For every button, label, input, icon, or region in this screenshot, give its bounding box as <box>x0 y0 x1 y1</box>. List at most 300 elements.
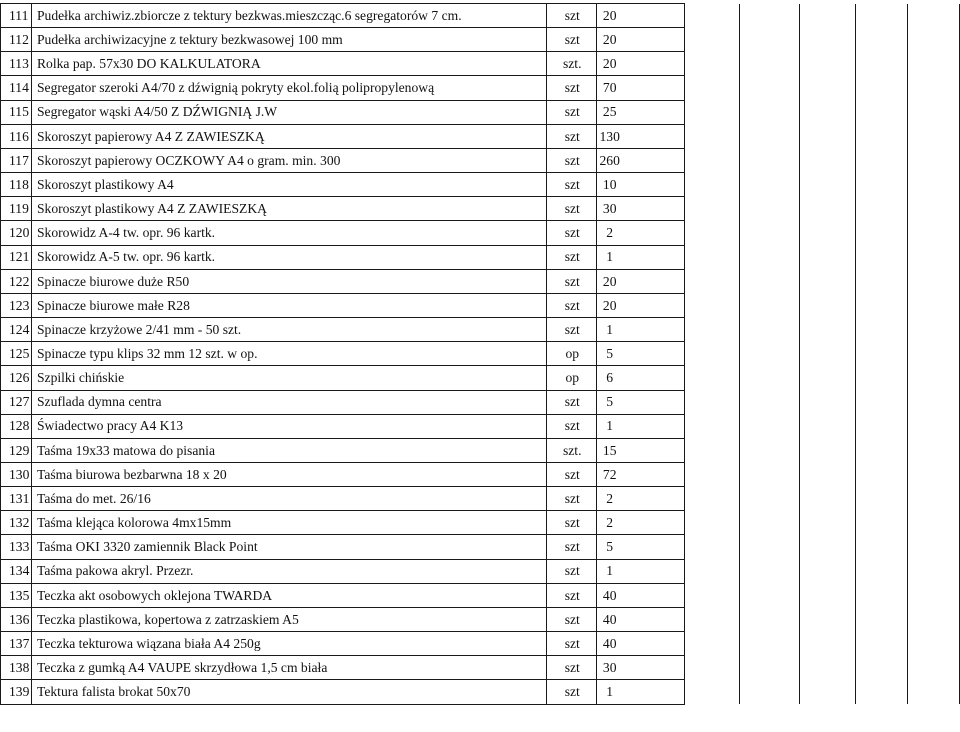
empty-cell <box>908 124 960 148</box>
table-row <box>1 366 960 390</box>
empty-cell <box>856 148 908 172</box>
item-quantity-value: 2 <box>606 225 614 241</box>
empty-cell <box>856 4 908 28</box>
empty-cell <box>740 656 800 680</box>
item-quantity-value: 20 <box>602 297 617 313</box>
row-number: 114 <box>1 76 32 100</box>
empty-cell <box>740 197 800 221</box>
row-number: 115 <box>1 100 32 124</box>
empty-cell <box>800 462 856 486</box>
item-quantity-value: 20 <box>602 7 617 23</box>
empty-cell <box>856 52 908 76</box>
empty-cell <box>908 462 960 486</box>
item-unit: op <box>546 342 596 366</box>
item-unit: szt <box>546 269 596 293</box>
empty-cell <box>856 583 908 607</box>
empty-cell <box>800 632 856 656</box>
item-quantity-value: 25 <box>602 104 617 120</box>
row-number: 127 <box>1 390 32 414</box>
item-quantity <box>596 173 684 197</box>
empty-cell <box>908 632 960 656</box>
empty-cell <box>800 366 856 390</box>
item-quantity <box>596 342 684 366</box>
empty-cell <box>684 76 740 100</box>
empty-cell <box>908 680 960 704</box>
table-row <box>1 148 960 172</box>
empty-cell <box>800 269 856 293</box>
empty-cell <box>856 414 908 438</box>
empty-cell <box>740 293 800 317</box>
row-number: 120 <box>1 221 32 245</box>
item-quantity-value: 6 <box>606 370 614 386</box>
empty-cell <box>684 173 740 197</box>
empty-cell <box>908 583 960 607</box>
table-row <box>1 607 960 631</box>
item-quantity-value: 2 <box>606 515 614 531</box>
empty-cell <box>908 390 960 414</box>
table-row <box>1 680 960 704</box>
item-quantity <box>596 293 684 317</box>
item-unit: szt <box>546 197 596 221</box>
table-row <box>1 173 960 197</box>
item-quantity <box>596 197 684 221</box>
empty-cell <box>740 124 800 148</box>
item-quantity-value: 5 <box>606 539 614 555</box>
item-quantity <box>596 28 684 52</box>
item-quantity <box>596 366 684 390</box>
empty-cell <box>740 559 800 583</box>
item-name: Segregator wąski A4/50 Z DŹWIGNIĄ J.W <box>31 100 546 124</box>
item-unit: szt <box>546 318 596 342</box>
table-row <box>1 511 960 535</box>
empty-cell <box>740 583 800 607</box>
item-unit: szt <box>546 559 596 583</box>
item-unit: szt <box>546 390 596 414</box>
item-name: Skoroszyt plastikowy A4 <box>31 173 546 197</box>
empty-cell <box>800 511 856 535</box>
item-quantity-value: 70 <box>602 80 617 96</box>
empty-cell <box>740 535 800 559</box>
row-number: 126 <box>1 366 32 390</box>
empty-cell <box>740 342 800 366</box>
empty-cell <box>800 656 856 680</box>
item-unit: szt <box>546 76 596 100</box>
empty-cell <box>684 245 740 269</box>
empty-cell <box>684 148 740 172</box>
empty-cell <box>908 293 960 317</box>
empty-cell <box>908 4 960 28</box>
table-row <box>1 245 960 269</box>
item-unit: szt <box>546 221 596 245</box>
empty-cell <box>740 221 800 245</box>
empty-cell <box>800 124 856 148</box>
empty-cell <box>908 76 960 100</box>
item-unit: szt <box>546 173 596 197</box>
empty-cell <box>908 173 960 197</box>
empty-cell <box>856 318 908 342</box>
row-number: 138 <box>1 656 32 680</box>
empty-cell <box>800 535 856 559</box>
item-quantity <box>596 438 684 462</box>
empty-cell <box>856 559 908 583</box>
empty-cell <box>908 535 960 559</box>
empty-cell <box>684 197 740 221</box>
item-quantity <box>596 680 684 704</box>
empty-cell <box>800 583 856 607</box>
empty-cell <box>740 318 800 342</box>
order-table-container <box>0 3 960 705</box>
empty-cell <box>856 535 908 559</box>
item-quantity <box>596 100 684 124</box>
table-row <box>1 4 960 28</box>
empty-cell <box>856 221 908 245</box>
item-unit: szt <box>546 511 596 535</box>
empty-cell <box>684 607 740 631</box>
item-quantity <box>596 318 684 342</box>
item-name: Spinacze typu klips 32 mm 12 szt. w op. <box>31 342 546 366</box>
table-row <box>1 76 960 100</box>
empty-cell <box>800 4 856 28</box>
row-number: 129 <box>1 438 32 462</box>
item-unit: szt <box>546 462 596 486</box>
empty-cell <box>684 414 740 438</box>
item-quantity <box>596 245 684 269</box>
table-row <box>1 100 960 124</box>
item-name: Skoroszyt papierowy OCZKOWY A4 o gram. min. 300 <box>31 148 546 172</box>
empty-cell <box>908 28 960 52</box>
item-quantity <box>596 535 684 559</box>
item-name: Skorowidz A-4 tw. opr. 96 kartk. <box>31 221 546 245</box>
item-name: Szpilki chińskie <box>31 366 546 390</box>
empty-cell <box>684 511 740 535</box>
item-quantity <box>596 52 684 76</box>
empty-cell <box>684 366 740 390</box>
empty-cell <box>800 487 856 511</box>
empty-cell <box>740 245 800 269</box>
empty-cell <box>856 245 908 269</box>
empty-cell <box>856 390 908 414</box>
empty-cell <box>800 197 856 221</box>
empty-cell <box>740 269 800 293</box>
table-row <box>1 124 960 148</box>
item-quantity-value: 1 <box>606 249 614 265</box>
table-row <box>1 221 960 245</box>
item-quantity <box>596 656 684 680</box>
empty-cell <box>908 656 960 680</box>
item-name: Taśma do met. 26/16 <box>31 487 546 511</box>
item-quantity-value: 40 <box>602 611 617 627</box>
table-row <box>1 656 960 680</box>
empty-cell <box>800 607 856 631</box>
item-name: Taśma biurowa bezbarwna 18 x 20 <box>31 462 546 486</box>
empty-cell <box>740 4 800 28</box>
row-number: 116 <box>1 124 32 148</box>
item-unit: szt. <box>546 52 596 76</box>
empty-cell <box>856 511 908 535</box>
item-quantity-value: 130 <box>599 128 620 144</box>
empty-cell <box>740 680 800 704</box>
empty-cell <box>740 632 800 656</box>
empty-cell <box>684 487 740 511</box>
row-number: 111 <box>1 4 32 28</box>
item-quantity-value: 15 <box>602 442 617 458</box>
empty-cell <box>800 52 856 76</box>
row-number: 123 <box>1 293 32 317</box>
empty-cell <box>684 28 740 52</box>
item-quantity-value: 72 <box>602 466 617 482</box>
item-quantity-value: 20 <box>602 31 617 47</box>
item-unit: szt <box>546 632 596 656</box>
item-name: Rolka pap. 57x30 DO KALKULATORA <box>31 52 546 76</box>
item-name: Pudełka archiwiz.zbiorcze z tektury bezkwas.mieszcząc.6 segregatorów 7 cm. <box>31 4 546 28</box>
empty-cell <box>800 390 856 414</box>
empty-cell <box>800 148 856 172</box>
empty-cell <box>856 438 908 462</box>
table-row <box>1 632 960 656</box>
item-quantity-value: 5 <box>606 394 614 410</box>
item-name: Taśma OKI 3320 zamiennik Black Point <box>31 535 546 559</box>
table-row <box>1 559 960 583</box>
table-row <box>1 342 960 366</box>
empty-cell <box>856 124 908 148</box>
row-number: 137 <box>1 632 32 656</box>
empty-cell <box>908 100 960 124</box>
empty-cell <box>684 583 740 607</box>
empty-cell <box>908 52 960 76</box>
empty-cell <box>856 607 908 631</box>
empty-cell <box>684 124 740 148</box>
empty-cell <box>856 269 908 293</box>
item-name: Skorowidz A-5 tw. opr. 96 kartk. <box>31 245 546 269</box>
table-row <box>1 414 960 438</box>
empty-cell <box>856 76 908 100</box>
empty-cell <box>740 100 800 124</box>
item-name: Tektura falista brokat 50x70 <box>31 680 546 704</box>
empty-cell <box>684 390 740 414</box>
row-number: 136 <box>1 607 32 631</box>
item-unit: szt <box>546 680 596 704</box>
item-quantity-value: 10 <box>602 176 617 192</box>
empty-cell <box>740 487 800 511</box>
item-quantity <box>596 390 684 414</box>
item-quantity-value: 1 <box>606 321 614 337</box>
item-quantity <box>596 583 684 607</box>
empty-cell <box>800 221 856 245</box>
item-quantity-value: 5 <box>606 345 614 361</box>
empty-cell <box>800 76 856 100</box>
table-row <box>1 52 960 76</box>
item-quantity <box>596 462 684 486</box>
item-unit: szt <box>546 148 596 172</box>
empty-cell <box>684 535 740 559</box>
empty-cell <box>908 148 960 172</box>
row-number: 122 <box>1 269 32 293</box>
empty-cell <box>856 680 908 704</box>
empty-cell <box>800 318 856 342</box>
item-quantity <box>596 511 684 535</box>
empty-cell <box>800 245 856 269</box>
order-table <box>0 3 960 705</box>
item-quantity-value: 30 <box>602 660 617 675</box>
empty-cell <box>684 342 740 366</box>
row-number: 135 <box>1 583 32 607</box>
row-number: 134 <box>1 559 32 583</box>
item-quantity-value: 1 <box>606 563 614 579</box>
empty-cell <box>684 4 740 28</box>
table-row <box>1 318 960 342</box>
empty-cell <box>684 656 740 680</box>
empty-cell <box>856 366 908 390</box>
empty-cell <box>740 76 800 100</box>
row-number: 124 <box>1 318 32 342</box>
table-row <box>1 583 960 607</box>
empty-cell <box>684 559 740 583</box>
empty-cell <box>908 414 960 438</box>
empty-cell <box>740 173 800 197</box>
table-row <box>1 28 960 52</box>
empty-cell <box>856 656 908 680</box>
table-row <box>1 390 960 414</box>
item-quantity-value: 20 <box>602 273 617 289</box>
item-name: Taśma 19x33 matowa do pisania <box>31 438 546 462</box>
table-row <box>1 487 960 511</box>
empty-cell <box>684 52 740 76</box>
table-row <box>1 197 960 221</box>
empty-cell <box>800 28 856 52</box>
empty-cell <box>856 28 908 52</box>
empty-cell <box>684 632 740 656</box>
empty-cell <box>684 318 740 342</box>
empty-cell <box>740 28 800 52</box>
row-number: 133 <box>1 535 32 559</box>
item-quantity <box>596 76 684 100</box>
empty-cell <box>684 462 740 486</box>
empty-cell <box>856 462 908 486</box>
row-number: 139 <box>1 680 32 704</box>
item-unit: szt <box>546 293 596 317</box>
empty-cell <box>684 680 740 704</box>
item-unit: szt <box>546 414 596 438</box>
item-name: Spinacze biurowe duże R50 <box>31 269 546 293</box>
item-name: Skoroszyt papierowy A4 Z ZAWIESZKĄ <box>31 124 546 148</box>
row-number: 125 <box>1 342 32 366</box>
item-quantity <box>596 269 684 293</box>
table-row <box>1 438 960 462</box>
row-number: 113 <box>1 52 32 76</box>
item-quantity <box>596 221 684 245</box>
item-name: Taśma pakowa akryl. Przezr. <box>31 559 546 583</box>
item-quantity <box>596 559 684 583</box>
item-quantity-value: 2 <box>606 490 614 506</box>
empty-cell <box>740 462 800 486</box>
item-unit: szt <box>546 100 596 124</box>
item-unit: szt <box>546 583 596 607</box>
empty-cell <box>908 342 960 366</box>
empty-cell <box>740 607 800 631</box>
item-quantity-value: 20 <box>602 56 617 72</box>
table-row <box>1 535 960 559</box>
empty-cell <box>740 511 800 535</box>
order-table-body <box>1 4 960 705</box>
empty-cell <box>740 148 800 172</box>
item-name: Świadectwo pracy A4 K13 <box>31 414 546 438</box>
row-number: 131 <box>1 487 32 511</box>
item-unit: op <box>546 366 596 390</box>
empty-cell <box>908 559 960 583</box>
empty-cell <box>740 438 800 462</box>
row-number: 117 <box>1 148 32 172</box>
row-number: 119 <box>1 197 32 221</box>
empty-cell <box>908 511 960 535</box>
table-row <box>1 462 960 486</box>
item-name: Spinacze krzyżowe 2/41 mm - 50 szt. <box>31 318 546 342</box>
item-quantity-value: 30 <box>602 201 617 217</box>
empty-cell <box>684 293 740 317</box>
empty-cell <box>908 221 960 245</box>
row-number: 130 <box>1 462 32 486</box>
item-quantity <box>596 148 684 172</box>
item-quantity-value: 40 <box>602 587 617 603</box>
empty-cell <box>800 100 856 124</box>
empty-cell <box>856 197 908 221</box>
item-quantity <box>596 414 684 438</box>
item-quantity-value: 260 <box>599 152 620 168</box>
empty-cell <box>908 487 960 511</box>
empty-cell <box>908 318 960 342</box>
empty-cell <box>684 438 740 462</box>
empty-cell <box>908 197 960 221</box>
item-name: Spinacze biurowe małe R28 <box>31 293 546 317</box>
item-unit: szt. <box>546 438 596 462</box>
item-quantity-value: 1 <box>606 684 614 700</box>
empty-cell <box>800 559 856 583</box>
row-number: 132 <box>1 511 32 535</box>
empty-cell <box>740 366 800 390</box>
item-unit: szt <box>546 656 596 680</box>
empty-cell <box>800 173 856 197</box>
empty-cell <box>856 100 908 124</box>
empty-cell <box>908 607 960 631</box>
empty-cell <box>740 52 800 76</box>
item-quantity <box>596 487 684 511</box>
table-row <box>1 269 960 293</box>
row-number: 112 <box>1 28 32 52</box>
empty-cell <box>800 680 856 704</box>
table-row <box>1 293 960 317</box>
empty-cell <box>908 438 960 462</box>
item-quantity-value: 1 <box>606 418 614 434</box>
item-unit: szt <box>546 607 596 631</box>
empty-cell <box>908 245 960 269</box>
item-quantity <box>596 4 684 28</box>
empty-cell <box>684 269 740 293</box>
empty-cell <box>908 269 960 293</box>
item-unit: szt <box>546 487 596 511</box>
item-quantity <box>596 607 684 631</box>
item-unit: szt <box>546 124 596 148</box>
row-number: 128 <box>1 414 32 438</box>
item-unit: szt <box>546 245 596 269</box>
item-name: Segregator szeroki A4/70 z dźwignią pokryty ekol.folią polipropylenową <box>31 76 546 100</box>
item-name: Skoroszyt plastikowy A4 Z ZAWIESZKĄ <box>31 197 546 221</box>
empty-cell <box>800 293 856 317</box>
empty-cell <box>856 342 908 366</box>
empty-cell <box>856 173 908 197</box>
empty-cell <box>856 293 908 317</box>
item-name: Teczka akt osobowych oklejona TWARDA <box>31 583 546 607</box>
item-name: Szuflada dymna centra <box>31 390 546 414</box>
item-name: Teczka plastikowa, kopertowa z zatrzaskiem A5 <box>31 607 546 631</box>
